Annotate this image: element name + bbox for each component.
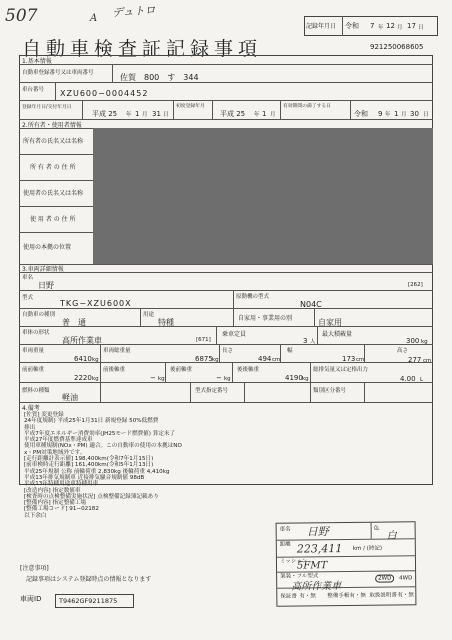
sticker-color-hand: 白 [386, 530, 397, 542]
remark-line: 平成25年規制 公称 前輪荷重 2,830kg 後輪荷重 4,410kg [24, 468, 170, 475]
length-label: 長さ [222, 348, 234, 354]
initial-reg-year-unit: 年 [254, 112, 260, 118]
expiry-label: 有効期間の満了する日 [283, 104, 331, 109]
handwritten-a: A [90, 13, 98, 24]
height-unit: cm [423, 358, 432, 364]
front-axle-label: 前前軸重 [22, 367, 45, 373]
sticker-drive-2wd: 2WD [375, 574, 394, 582]
remark-line: [整備工場コード] 91−02182 [24, 506, 99, 513]
displacement-value: 4.00 [400, 375, 416, 383]
remark-line: 排出 [24, 424, 36, 431]
width-value: 173 [342, 355, 356, 363]
width-unit: cm [356, 357, 365, 363]
sticker-body-hand: 高所作業車 [291, 581, 342, 593]
maker-value: 日野 [38, 281, 54, 290]
height-label: 高さ [397, 348, 409, 354]
owner-address-label: 所 有 者 の 住 所 [30, 164, 76, 171]
class-label: 類別区分番号 [313, 388, 347, 394]
maxload-label: 最大積載量 [322, 331, 353, 338]
first-reg-day: 31 [152, 110, 161, 118]
section1-header: 1.基本情報 [22, 58, 52, 65]
notice-text: 記録事項はシステム登録時点の情報となります [26, 576, 152, 583]
front2-axle-value: − [150, 374, 156, 382]
weight-unit: kg [92, 357, 99, 363]
first-reg-month-unit: 月 [142, 112, 148, 118]
remark-line: x・PM対策地域外です。 [24, 449, 86, 456]
height-value: 277 [408, 356, 422, 364]
reg-label: 自動車登録番号又は車両番号 [22, 70, 94, 76]
remark-line: 以下余白 [24, 512, 47, 519]
expiry-month: 1 [394, 110, 399, 118]
capacity-value: 3 [303, 337, 308, 345]
front2-axle-label: 前後軸重 [103, 367, 126, 373]
first-reg-year: 平成 25 [92, 110, 118, 118]
expiry-year-unit: 年 [385, 112, 391, 118]
initial-reg-month-unit: 月 [270, 112, 276, 118]
use-value: 特種 [158, 318, 174, 327]
first-reg-day-unit: 日 [163, 112, 169, 118]
base-location-label: 使用の本拠の位置 [23, 244, 72, 251]
initial-reg-year: 平成 25 [220, 110, 246, 118]
section4-header: 4.備考 [22, 405, 40, 412]
front-axle-value: 2220 [74, 374, 92, 382]
rear-axle-unit: kg [224, 376, 231, 382]
sticker-mission-hand: 5FMT [296, 560, 328, 572]
record-date-day-unit: 日 [418, 25, 424, 31]
rear2-axle-label: 後後軸重 [237, 367, 260, 373]
sticker-mission-label: ミッション [279, 558, 308, 565]
owner-name-label: 所有者の氏名又は名称 [23, 138, 84, 145]
length-value: 494 [258, 355, 272, 363]
expiry-era: 令和 [354, 110, 368, 118]
sticker-drive-4wd: 4WD [399, 575, 413, 582]
handwritten-signature: デュトロ [111, 3, 157, 20]
sticker-distance-unit: km / (時記) [352, 545, 383, 552]
handwritten-number: 507 [5, 6, 38, 26]
engine-label: 原動機の型式 [236, 294, 270, 300]
sticker-maker-label: 車名 [279, 526, 291, 533]
width-label: 幅 [287, 348, 293, 354]
remark-line: 平成27年度燃費基準達成車 [24, 437, 93, 444]
record-date-era: 令和 [345, 22, 359, 30]
remark-line: [走行距離計表示値] 198,400km(令和7年1月15日) [24, 456, 154, 463]
gross-unit: kg [212, 357, 219, 363]
record-date-year: 7 [370, 22, 375, 30]
capacity-label: 乗車定員 [222, 331, 247, 338]
front2-axle-unit: kg [158, 376, 165, 382]
purpose-label: 自家用・事業用の別 [238, 315, 293, 322]
car-id-value: T9462GF9211875 [59, 597, 118, 605]
remark-line: 平成7年度エネルギー消費効率(JH25モード燃費値) 算定未了 [24, 430, 176, 437]
displacement-unit: L [420, 377, 424, 383]
sticker-maintenance-label: 整備手帳 [327, 592, 350, 600]
remark-line: 24年度規制) 平成25年1月31日 新規登録 50%低燃費 [24, 418, 159, 425]
record-date-year-unit: 年 [378, 25, 384, 31]
expiry-year: 9 [378, 110, 383, 118]
expiry-day: 30 [410, 110, 419, 118]
fuel-label: 燃料の種類 [22, 388, 50, 394]
rear-axle-label: 後前軸重 [170, 367, 193, 373]
redaction-block [93, 128, 433, 264]
remark-line: 使用車種規制(NOx・PM) 適合。この自動車の使用の本拠はNO [24, 443, 182, 450]
rear-axle-value: − [216, 374, 222, 382]
expiry-day-unit: 日 [423, 112, 429, 118]
purpose-value: 自家用 [318, 318, 342, 327]
sticker-warranty-value: 有・無 [299, 593, 316, 600]
body-code: [671] [196, 337, 211, 343]
remarks-block [24, 412, 244, 519]
sticker-manual-label: 取扱説明書 [369, 592, 397, 599]
rear2-axle-value: 4190 [285, 374, 303, 382]
sticker-body-label: 架装・フル型式 [280, 573, 319, 580]
model-designation-label: 型式指定番号 [195, 388, 229, 394]
reg-value: 佐賀 800 す 344 [120, 73, 199, 82]
first-reg-year-unit: 年 [126, 112, 132, 118]
user-name-label: 使用者の氏名又は名称 [23, 190, 84, 197]
gross-value: 6875 [195, 355, 213, 363]
rear2-axle-unit: kg [302, 376, 309, 382]
sticker-maintenance-value: 有・無 [349, 592, 366, 599]
body-label: 車体の形状 [22, 330, 50, 336]
initial-reg-month: 1 [262, 110, 267, 118]
first-reg-month: 1 [135, 110, 140, 118]
vin-value: XZU600−0004452 [60, 89, 149, 98]
sticker-manual-value: 有・無 [397, 592, 414, 599]
remark-line: 平成13年特種用途車特種用車 [24, 481, 99, 488]
expiry-month-unit: 月 [401, 112, 407, 118]
sticker-warranty-label: 保証書 [280, 593, 297, 600]
use-label: 用途 [143, 312, 155, 318]
maxload-value: 300 [406, 337, 420, 345]
remark-line: [改造内容] 指定数値車 [24, 487, 81, 494]
displacement-label: 総排気量又は定格出力 [313, 367, 369, 373]
first-reg-label: 登録年月日/交付年月日 [22, 105, 72, 110]
remark-line: [佐賀] 変更登録 [24, 412, 64, 418]
maxload-unit: kg [421, 339, 428, 345]
record-date-month: 12 [386, 22, 395, 30]
remark-line: [検査時の点検整備実施状況] 点検整備記録簿記載あり [24, 493, 159, 500]
user-address-label: 使 用 者 の 住 所 [30, 216, 76, 223]
section3-header: 3.車両詳細情報 [22, 266, 64, 273]
front-axle-unit: kg [92, 376, 99, 382]
record-date-label: 記録年月日 [306, 23, 337, 30]
document-number: 921250068605 [370, 43, 424, 51]
type-label: 自動車の種別 [22, 312, 56, 318]
record-date-day: 17 [407, 22, 416, 30]
model-value: TKG−XZU600X [60, 299, 132, 308]
weight-value: 6410 [74, 355, 92, 363]
model-label: 型式 [22, 295, 34, 301]
sticker-distance-label: 距離 [279, 541, 291, 548]
fuel-value: 軽油 [62, 393, 78, 402]
inspection-sticker [276, 521, 417, 606]
capacity-unit: 人 [310, 339, 316, 345]
sticker-maker-hand: 日野 [306, 525, 329, 539]
engine-value: N04C [300, 300, 322, 309]
sticker-distance-hand: 223,411 [296, 542, 343, 556]
record-date-month-unit: 月 [397, 25, 403, 31]
document-title: 自動車検査証記録事項 [22, 38, 263, 60]
type-value: 普 通 [62, 318, 86, 327]
vin-label: 車台番号 [22, 87, 45, 93]
maker-label: 車名 [22, 275, 34, 281]
maker-code: [262] [408, 282, 423, 288]
car-id-label: 車両ID [20, 595, 42, 603]
sticker-color-label: 色 [373, 525, 380, 532]
remark-line: [整備内容] 指定整備工場 [24, 500, 87, 507]
initial-reg-label: 初度登録年月 [176, 104, 205, 109]
weight-label: 車両重量 [22, 348, 45, 354]
remark-line: 平成13年排気規制車 近接排気騒音規制値 98dB [24, 474, 145, 481]
remark-line: [前車検時走行距離] 161,400km(令和5年1月13日) [24, 462, 154, 469]
gross-label: 車両総重量 [103, 348, 131, 354]
notice-title: [注意事項] [20, 565, 49, 572]
length-unit: cm [272, 357, 281, 363]
section2-header: 2.所有者・使用者情報 [22, 122, 82, 129]
body-value: 高所作業車 [62, 336, 102, 345]
